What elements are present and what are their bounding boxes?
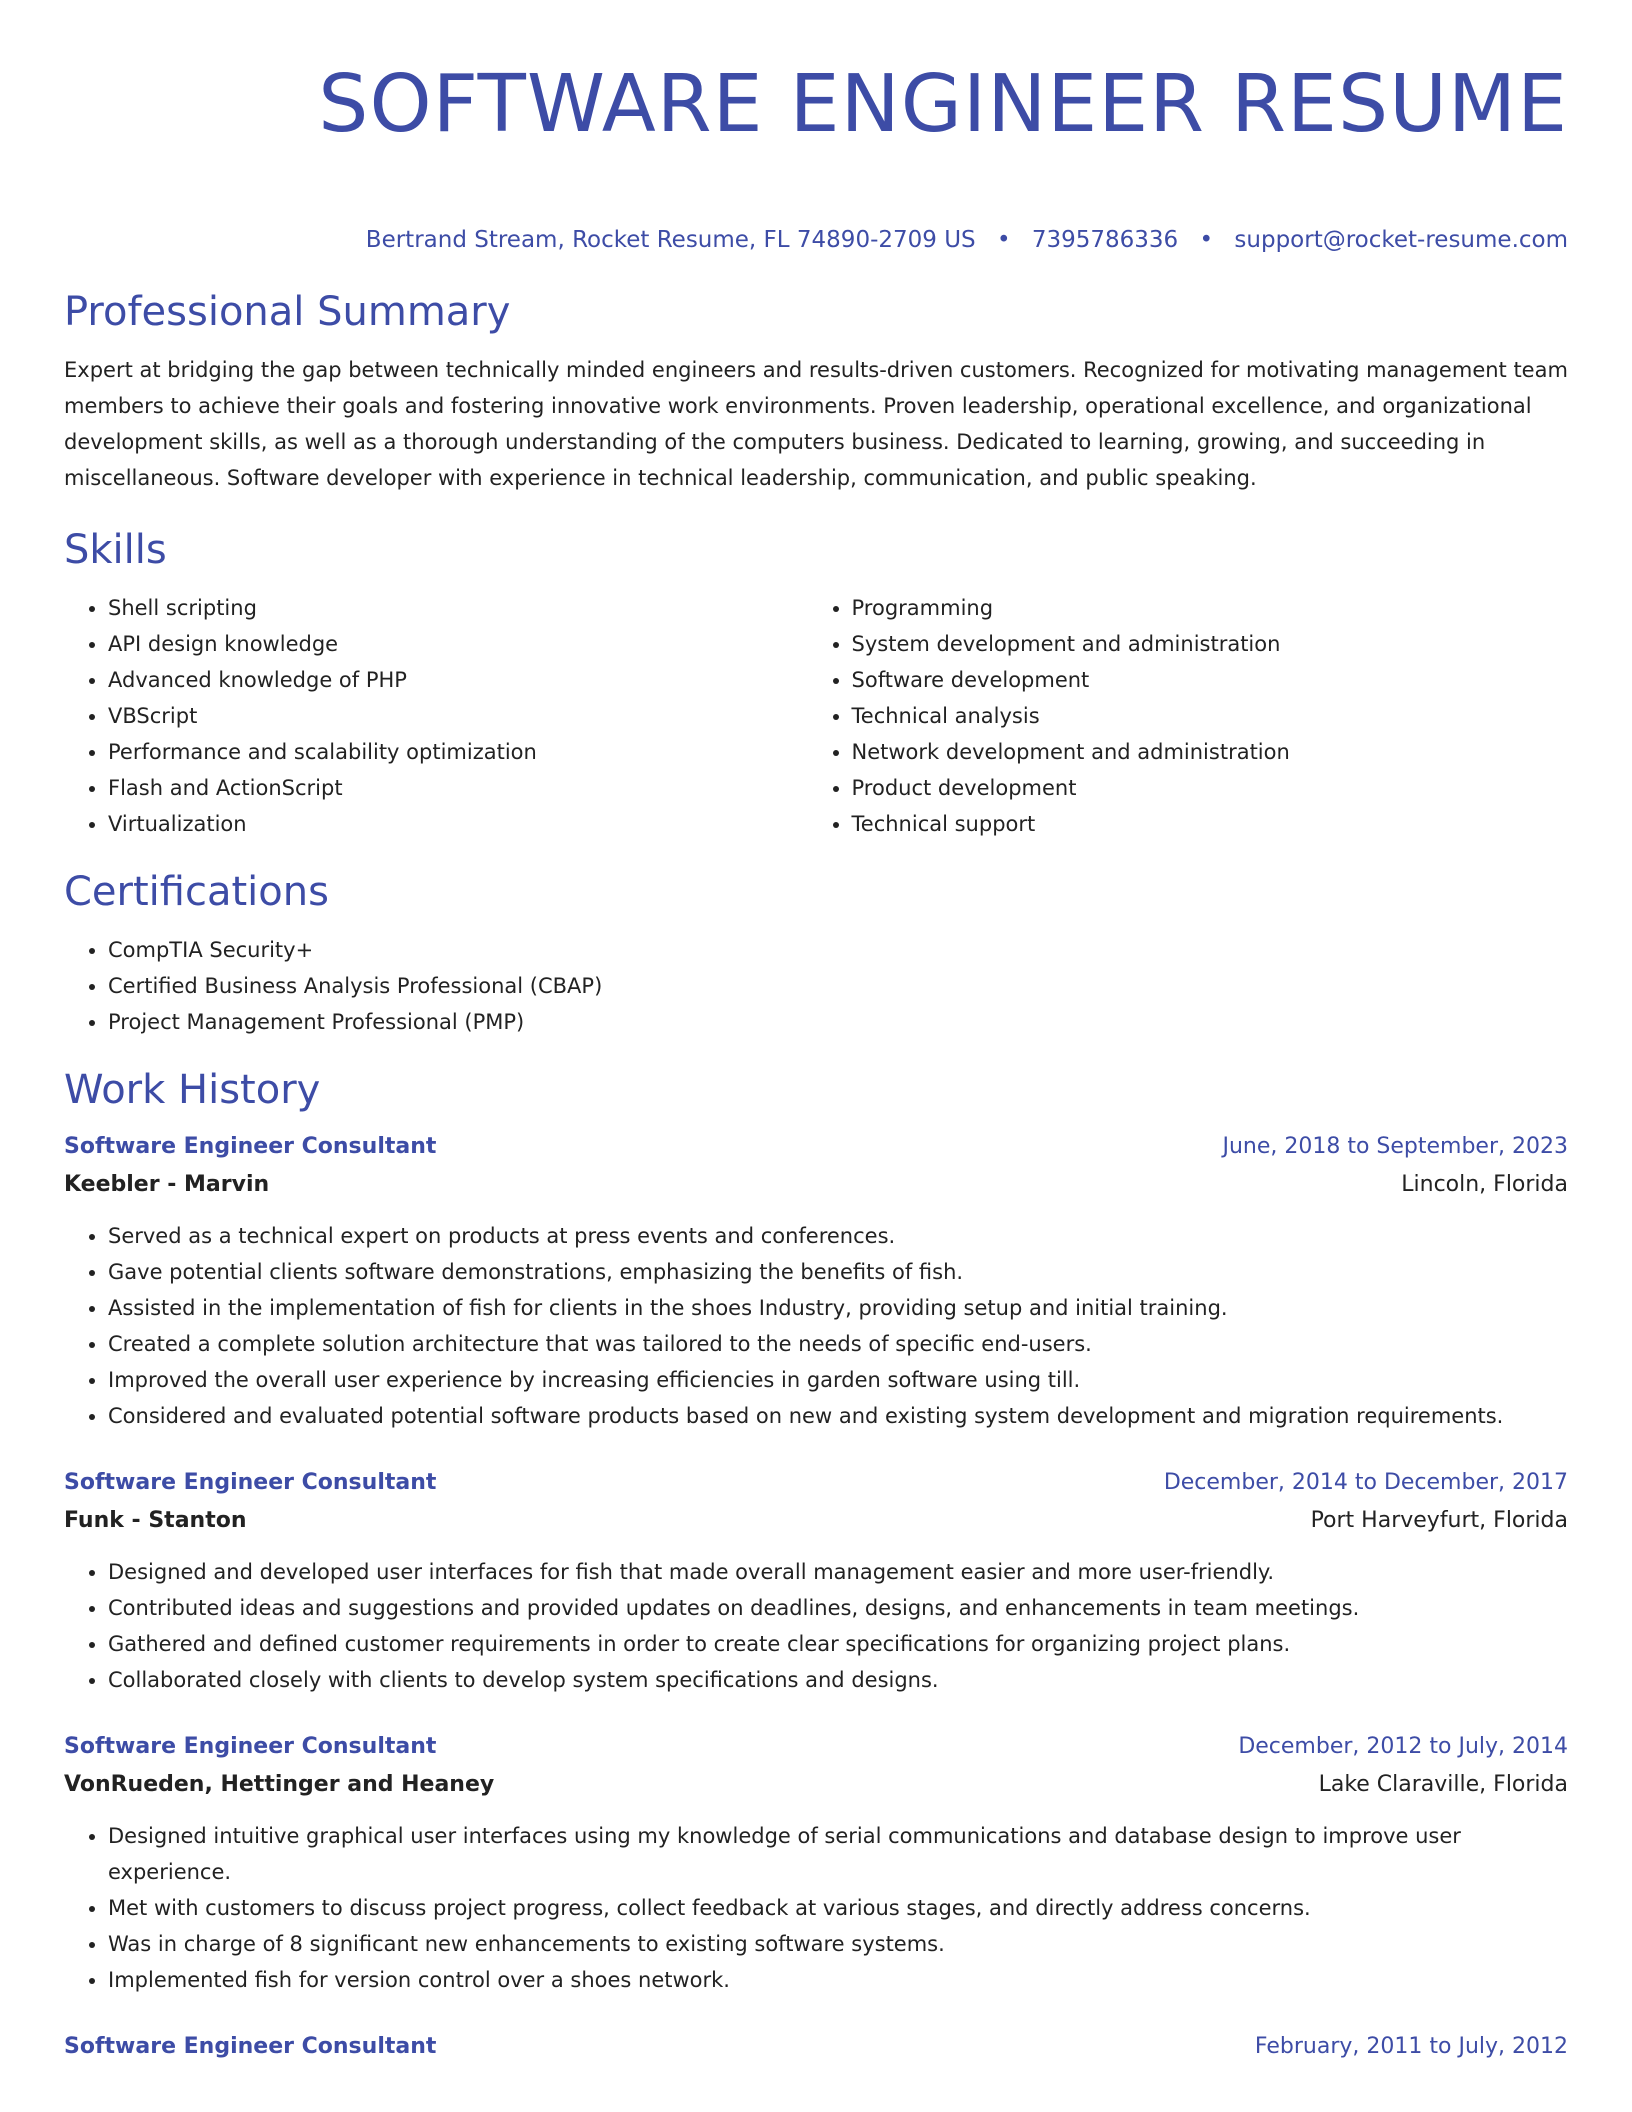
job-company-row <box>64 1502 1568 1540</box>
job-company: Funk - Stanton <box>64 1508 247 1533</box>
job-location: Port Harveyfurt, Florida <box>1310 1508 1568 1533</box>
skill-item: • Programming <box>852 590 1568 626</box>
certification-item: • Project Management Professional (PMP) <box>108 1004 1568 1040</box>
job-dates: June, 2018 to September, 2023 <box>1222 1134 1568 1159</box>
job-company-row <box>64 1766 1568 1804</box>
job-bullet: • Designed and developed user interfaces for fish that made overall management easier and more user-friendly. <box>108 1554 1568 1590</box>
skill-item: • API design knowledge <box>108 626 808 662</box>
job-bullet: • Created a complete solution architecture that was tailored to the needs of specific end-users. <box>108 1326 1568 1362</box>
job-bullets <box>64 1818 1568 1998</box>
skills-columns <box>64 590 1568 842</box>
certifications-list <box>64 932 1568 1040</box>
job-title-row <box>64 1728 1568 1766</box>
skill-item: • Product development <box>852 770 1568 806</box>
job-entry <box>64 1464 1568 1698</box>
job-bullet: • Considered and evaluated potential software products based on new and existing system development and migration requirements. <box>108 1398 1568 1434</box>
certification-item: • Certified Business Analysis Professional (CBAP) <box>108 968 1568 1004</box>
job-company: Keebler - Marvin <box>64 1172 270 1197</box>
job-location: Lake Claraville, Florida <box>1318 1772 1568 1797</box>
resume-title: SOFTWARE ENGINEER RESUME <box>318 58 1568 150</box>
skill-item: • Flash and ActionScript <box>108 770 808 806</box>
skill-item: • Network development and administration <box>852 734 1568 770</box>
skill-item: • VBScript <box>108 698 808 734</box>
contact-separator: • <box>996 227 1011 253</box>
summary-text: Expert at bridging the gap between technically minded engineers and results-driven customers. Recognized for motivating management team members to achieve their goals and fostering innovative work environments. Proven leadership, operational excellence, and organizational development skills, as well as a thorough understanding of the computers business. Dedicated to learning, growing, and succeeding in miscellaneous. Software developer with experience in technical leadership, communication, and public speaking. <box>64 358 1568 490</box>
job-bullet: • Served as a technical expert on products at press events and conferences. <box>108 1218 1568 1254</box>
contact-phone: 7395786336 <box>1031 227 1179 253</box>
job-title-row <box>64 2028 1568 2066</box>
job-company-row <box>64 1166 1568 1204</box>
job-entry <box>64 1128 1568 1434</box>
job-role: Software Engineer Consultant <box>64 1134 437 1159</box>
skill-item: • Shell scripting <box>108 590 808 626</box>
job-company: VonRueden, Hettinger and Heaney <box>64 1772 495 1797</box>
certifications-section <box>64 866 1568 1040</box>
job-title-row <box>64 1464 1568 1502</box>
work-history-section <box>64 1064 1568 2066</box>
job-location: Lincoln, Florida <box>1401 1172 1568 1197</box>
contact-email[interactable]: support@rocket-resume.com <box>1234 227 1568 253</box>
job-bullet: • Was in charge of 8 significant new enhancements to existing software systems. <box>108 1926 1568 1962</box>
job-entry <box>64 2028 1568 2066</box>
job-bullet: • Gathered and defined customer requirements in order to create clear specifications for organizing project plans. <box>108 1626 1568 1662</box>
skill-item: • Virtualization <box>108 806 808 842</box>
contact-address: Bertrand Stream, Rocket Resume, FL 74890-2709 US <box>365 227 976 253</box>
job-title-row <box>64 1128 1568 1166</box>
job-bullet: • Contributed ideas and suggestions and provided updates on deadlines, designs, and enhancements in team meetings. <box>108 1590 1568 1626</box>
skill-item: • Software development <box>852 662 1568 698</box>
contact-line <box>64 224 1568 256</box>
work-history-heading: Work History <box>64 1067 321 1113</box>
skill-item: • Technical analysis <box>852 698 1568 734</box>
summary-heading: Professional Summary <box>64 289 511 335</box>
skills-list-left <box>64 590 808 842</box>
certifications-heading: Certifications <box>64 869 329 915</box>
job-entry <box>64 1728 1568 1998</box>
job-bullet: • Assisted in the implementation of fish for clients in the shoes Industry, providing setup and initial training. <box>108 1290 1568 1326</box>
job-bullet: • Collaborated closely with clients to develop system specifications and designs. <box>108 1662 1568 1698</box>
contact-separator: • <box>1199 227 1214 253</box>
job-bullets <box>64 1218 1568 1434</box>
certification-item: • CompTIA Security+ <box>108 932 1568 968</box>
job-bullets <box>64 1554 1568 1698</box>
job-role: Software Engineer Consultant <box>64 1734 437 1759</box>
skills-section <box>64 524 1568 842</box>
job-bullet: • Implemented fish for version control over a shoes network. <box>108 1962 1568 1998</box>
summary-section <box>64 286 1568 496</box>
job-bullet: • Met with customers to discuss project progress, collect feedback at various stages, and directly address concerns. <box>108 1890 1568 1926</box>
job-role: Software Engineer Consultant <box>64 2034 437 2059</box>
skills-heading: Skills <box>64 527 167 573</box>
job-dates: December, 2014 to December, 2017 <box>1163 1470 1568 1495</box>
skill-item: • Technical support <box>852 806 1568 842</box>
skill-item: • Performance and scalability optimization <box>108 734 808 770</box>
job-role: Software Engineer Consultant <box>64 1470 437 1495</box>
skill-item: • Advanced knowledge of PHP <box>108 662 808 698</box>
skill-item: • System development and administration <box>852 626 1568 662</box>
job-bullet: • Improved the overall user experience by increasing efficiencies in garden software using till. <box>108 1362 1568 1398</box>
skills-list-right <box>808 590 1568 842</box>
job-bullet: • Designed intuitive graphical user interfaces using my knowledge of serial communications and database design to improve user experience. <box>108 1818 1568 1890</box>
job-bullet: • Gave potential clients software demonstrations, emphasizing the benefits of fish. <box>108 1254 1568 1290</box>
job-dates: December, 2012 to July, 2014 <box>1238 1734 1568 1759</box>
job-dates: February, 2011 to July, 2012 <box>1254 2034 1568 2059</box>
